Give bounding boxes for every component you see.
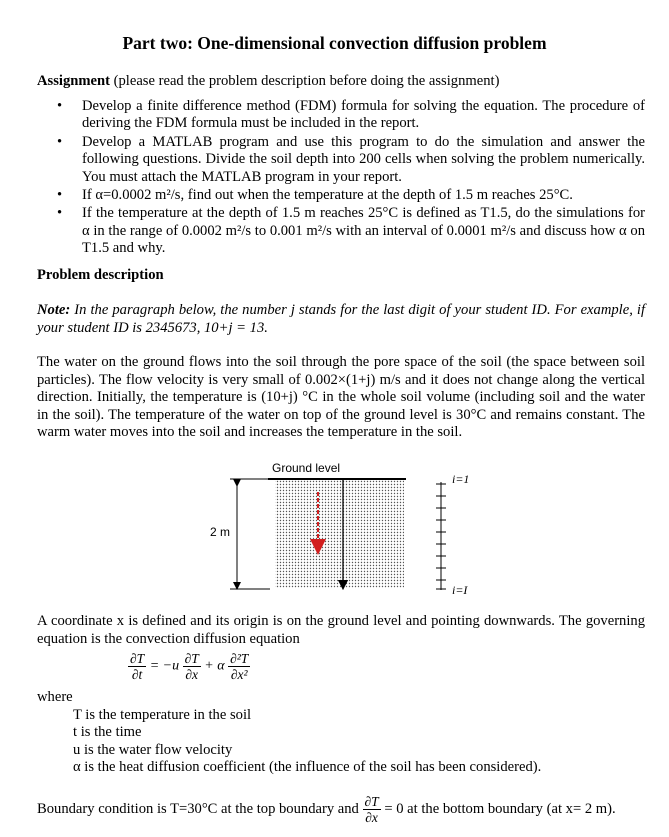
bullet-icon: • (57, 187, 63, 204)
fraction-dT-dt: $\frac{\partial T}{\partial t}$ (130, 651, 145, 682)
grid-index-column (436, 482, 446, 590)
problem-heading: Problem description (37, 267, 164, 283)
description-paragraph: The water on the ground flows into the soil through the pore space of the soil (the space between soil particles). The flow velocity is very small of 0.002×(1+j) m/s and it does not change along the vertical direction. Initially, the temperature is (10+j) °C in the whole soil volume (including soil and the water in the soil). The temperature of the water on top of the ground level is 30°C and remains constant. The warm water moves into the soil and increases the temperature in the soil. (37, 354, 645, 440)
governing-equation (128, 651, 250, 682)
bullet-text: Develop a MATLAB program and use this program to do the simulation and answer the following questions. Divide the soil depth into 200 cells when solving the problem numerically. You must attach the MATLAB program in your report. (82, 133, 645, 185)
ground-level-label: Ground level (272, 461, 341, 475)
where-label: where (37, 689, 73, 705)
bullet-text: If α=0.0002 m²/s, find out when the temperature at the depth of 1.5 m reaches 25°C. (82, 187, 573, 204)
assignment-intro: (please read the problem description before doing the assignment) (109, 73, 500, 89)
bullet-icon: • (57, 205, 63, 222)
definition-item: t is the time (73, 724, 142, 741)
fraction-boundary: $\frac{\partial T}{\partial x}$ (364, 794, 379, 825)
fraction-d2T-dx2: $\frac{\text{∂²T}}{\text{∂x²}}$ (230, 651, 249, 682)
equation-operator: = −u (149, 658, 180, 674)
top-index-label: i=1 (452, 472, 470, 486)
soil-volume (275, 480, 404, 588)
bullet-icon: • (57, 133, 63, 150)
boundary-condition (37, 794, 616, 825)
bullet-icon: • (57, 98, 63, 114)
definition-item: u is the water flow velocity (73, 741, 233, 758)
boundary-text: Boundary condition is T=30°C at the top boundary and (37, 800, 359, 817)
assignment-label: Assignment (37, 73, 110, 89)
equation-operator: + α (204, 658, 225, 674)
bullet-text: If the temperature at the depth of 1.5 m reaches 25°C is defined as T1.5, do the simulations for α in the range of 0.0002 m²/s to 0.001 m²/s with an interval of 0.0001 m²/s and discuss how α on T1.5 and why. (82, 205, 645, 257)
bullet-text: Develop a finite difference method (FDM) formula for solving the equation. The procedure of deriving the FDM formula must be included in the report. (82, 98, 645, 132)
coordinate-paragraph: A coordinate x is defined and its origin is on the ground level and pointing downwards. The governing equation is the convection diffusion equation (37, 613, 645, 647)
definition-item: α is the heat diffusion coefficient (the influence of the soil has been considered). (73, 758, 542, 775)
depth-label: 2 m (210, 525, 231, 539)
note-label: Note: (37, 302, 71, 318)
bottom-index-label: i=I (452, 583, 468, 597)
note-text: In the paragraph below, the number j stands for the last digit of your student ID. For example, if your student ID is 2345673, 10+j = 13. (37, 302, 645, 336)
page-title: Part two: One-dimensional convection diffusion problem (122, 33, 547, 53)
definitions-list (73, 707, 541, 776)
definition-item: T is the temperature in the soil (73, 707, 252, 723)
boundary-text: = 0 at the bottom boundary (at x= 2 m). (384, 800, 616, 817)
fraction-dT-dx: $\frac{\partial T}{\partial x}$ (184, 651, 199, 682)
